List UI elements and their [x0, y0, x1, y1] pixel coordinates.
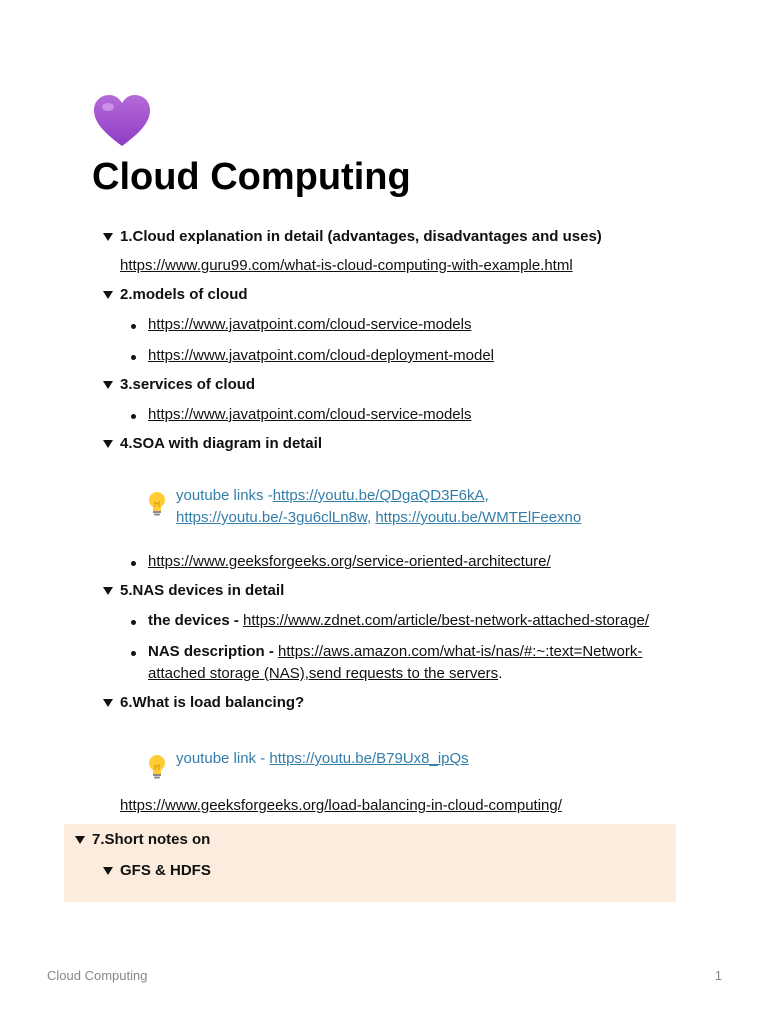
- bullet-icon: [131, 324, 136, 329]
- link-zdnet[interactable]: https://www.zdnet.com/article/best-network-attached-storage/: [243, 612, 650, 629]
- lightbulb-icon: [146, 491, 168, 517]
- toggle-triangle-icon[interactable]: [103, 867, 113, 875]
- toggle-triangle-icon[interactable]: [75, 836, 85, 844]
- toggle-section-5: [92, 578, 676, 690]
- toggle-section-7: [64, 824, 676, 902]
- toggle-heading-7[interactable]: [92, 827, 676, 855]
- toggle-section-3: [92, 372, 676, 431]
- toggle-heading-3[interactable]: [120, 372, 676, 400]
- youtube-link-1[interactable]: https://youtu.be/QDgaQD3F6kA,: [272, 487, 489, 504]
- bullet-icon: [131, 651, 136, 656]
- bullet-icon: [131, 414, 136, 419]
- link-deployment-model[interactable]: https://www.javatpoint.com/cloud-deployment-model: [148, 347, 494, 364]
- callout-prefix: youtube link -: [176, 750, 270, 767]
- list-item: [120, 341, 676, 372]
- toggle-section-6: [92, 690, 676, 822]
- toggle-heading-6[interactable]: [120, 690, 676, 718]
- link-service-models[interactable]: https://www.javatpoint.com/cloud-service-models: [148, 406, 472, 423]
- list-item: [120, 400, 676, 431]
- link-soa-gfg[interactable]: https://www.geeksforgeeks.org/service-oriented-architecture/: [148, 553, 551, 570]
- toggle-heading-5[interactable]: [120, 578, 676, 606]
- toggle-triangle-icon[interactable]: [103, 381, 113, 389]
- toggle-subheading-text: GFS & HDFS: [120, 862, 211, 879]
- footer-title: Cloud Computing: [47, 968, 148, 983]
- callout-separator: ,: [366, 509, 376, 526]
- toggle-section-1: [92, 224, 676, 282]
- toggle-heading-2[interactable]: [120, 282, 676, 310]
- toggle-triangle-icon[interactable]: [103, 699, 113, 707]
- list-item: [120, 310, 676, 341]
- bullet-icon: [131, 561, 136, 566]
- bullet-icon: [131, 620, 136, 625]
- toggle-heading-text: 6.What is load balancing?: [120, 694, 305, 711]
- toggle-heading-text: 4.SOA with diagram in detail: [120, 435, 322, 452]
- toggle-heading-1[interactable]: [120, 224, 676, 252]
- toggle-section-2: [92, 282, 676, 372]
- item-suffix: .: [498, 665, 503, 682]
- toggle-triangle-icon[interactable]: [103, 233, 113, 241]
- page-title: Cloud Computing: [92, 156, 411, 198]
- toggle-subsection-gfs-hdfs: [92, 858, 676, 886]
- link-aws-nas[interactable]: https://aws.amazon.com/what-is/nas/#:~:text=Network-attached storage (NAS),send requests to the servers: [148, 643, 643, 682]
- youtube-link-3[interactable]: https://youtu.be/WMTElFeexno: [375, 509, 582, 526]
- item-label: the devices -: [148, 612, 244, 629]
- list-item: [120, 637, 676, 690]
- youtube-link-2[interactable]: https://youtu.be/-3gu6clLn8w: [176, 509, 367, 526]
- link-load-balancing-gfg[interactable]: https://www.geeksforgeeks.org/load-balancing-in-cloud-computing/: [120, 797, 562, 814]
- link-service-models[interactable]: https://www.javatpoint.com/cloud-service-models: [148, 316, 472, 333]
- list-item: [120, 547, 676, 578]
- lightbulb-icon: [146, 754, 168, 780]
- toggle-heading-text: 3.services of cloud: [120, 376, 256, 393]
- toggle-heading-4[interactable]: [120, 431, 676, 459]
- toggle-heading-text: 7.Short notes on: [92, 831, 211, 848]
- toggle-section-4: [92, 431, 676, 578]
- page-content: [92, 224, 676, 902]
- toggle-heading-text: 1.Cloud explanation in detail (advantages, disadvantages and uses): [120, 228, 602, 245]
- toggle-subheading[interactable]: [120, 858, 676, 886]
- item-label: NAS description -: [148, 643, 279, 660]
- callout-youtube-links: [120, 467, 676, 547]
- list-item: [120, 606, 676, 637]
- toggle-heading-text: 5.NAS devices in detail: [120, 582, 285, 599]
- toggle-triangle-icon[interactable]: [103, 587, 113, 595]
- bullet-icon: [131, 355, 136, 360]
- toggle-triangle-icon[interactable]: [103, 291, 113, 299]
- link-guru99[interactable]: https://www.guru99.com/what-is-cloud-computing-with-example.html: [120, 257, 573, 274]
- callout-youtube-link: [120, 730, 676, 792]
- toggle-triangle-icon[interactable]: [103, 440, 113, 448]
- footer-page-number: 1: [714, 968, 722, 983]
- callout-prefix: youtube links -: [176, 487, 273, 504]
- youtube-link-lb[interactable]: https://youtu.be/B79Ux8_ipQs: [269, 750, 469, 767]
- purple-heart-icon: [93, 94, 151, 148]
- toggle-heading-text: 2.models of cloud: [120, 286, 248, 303]
